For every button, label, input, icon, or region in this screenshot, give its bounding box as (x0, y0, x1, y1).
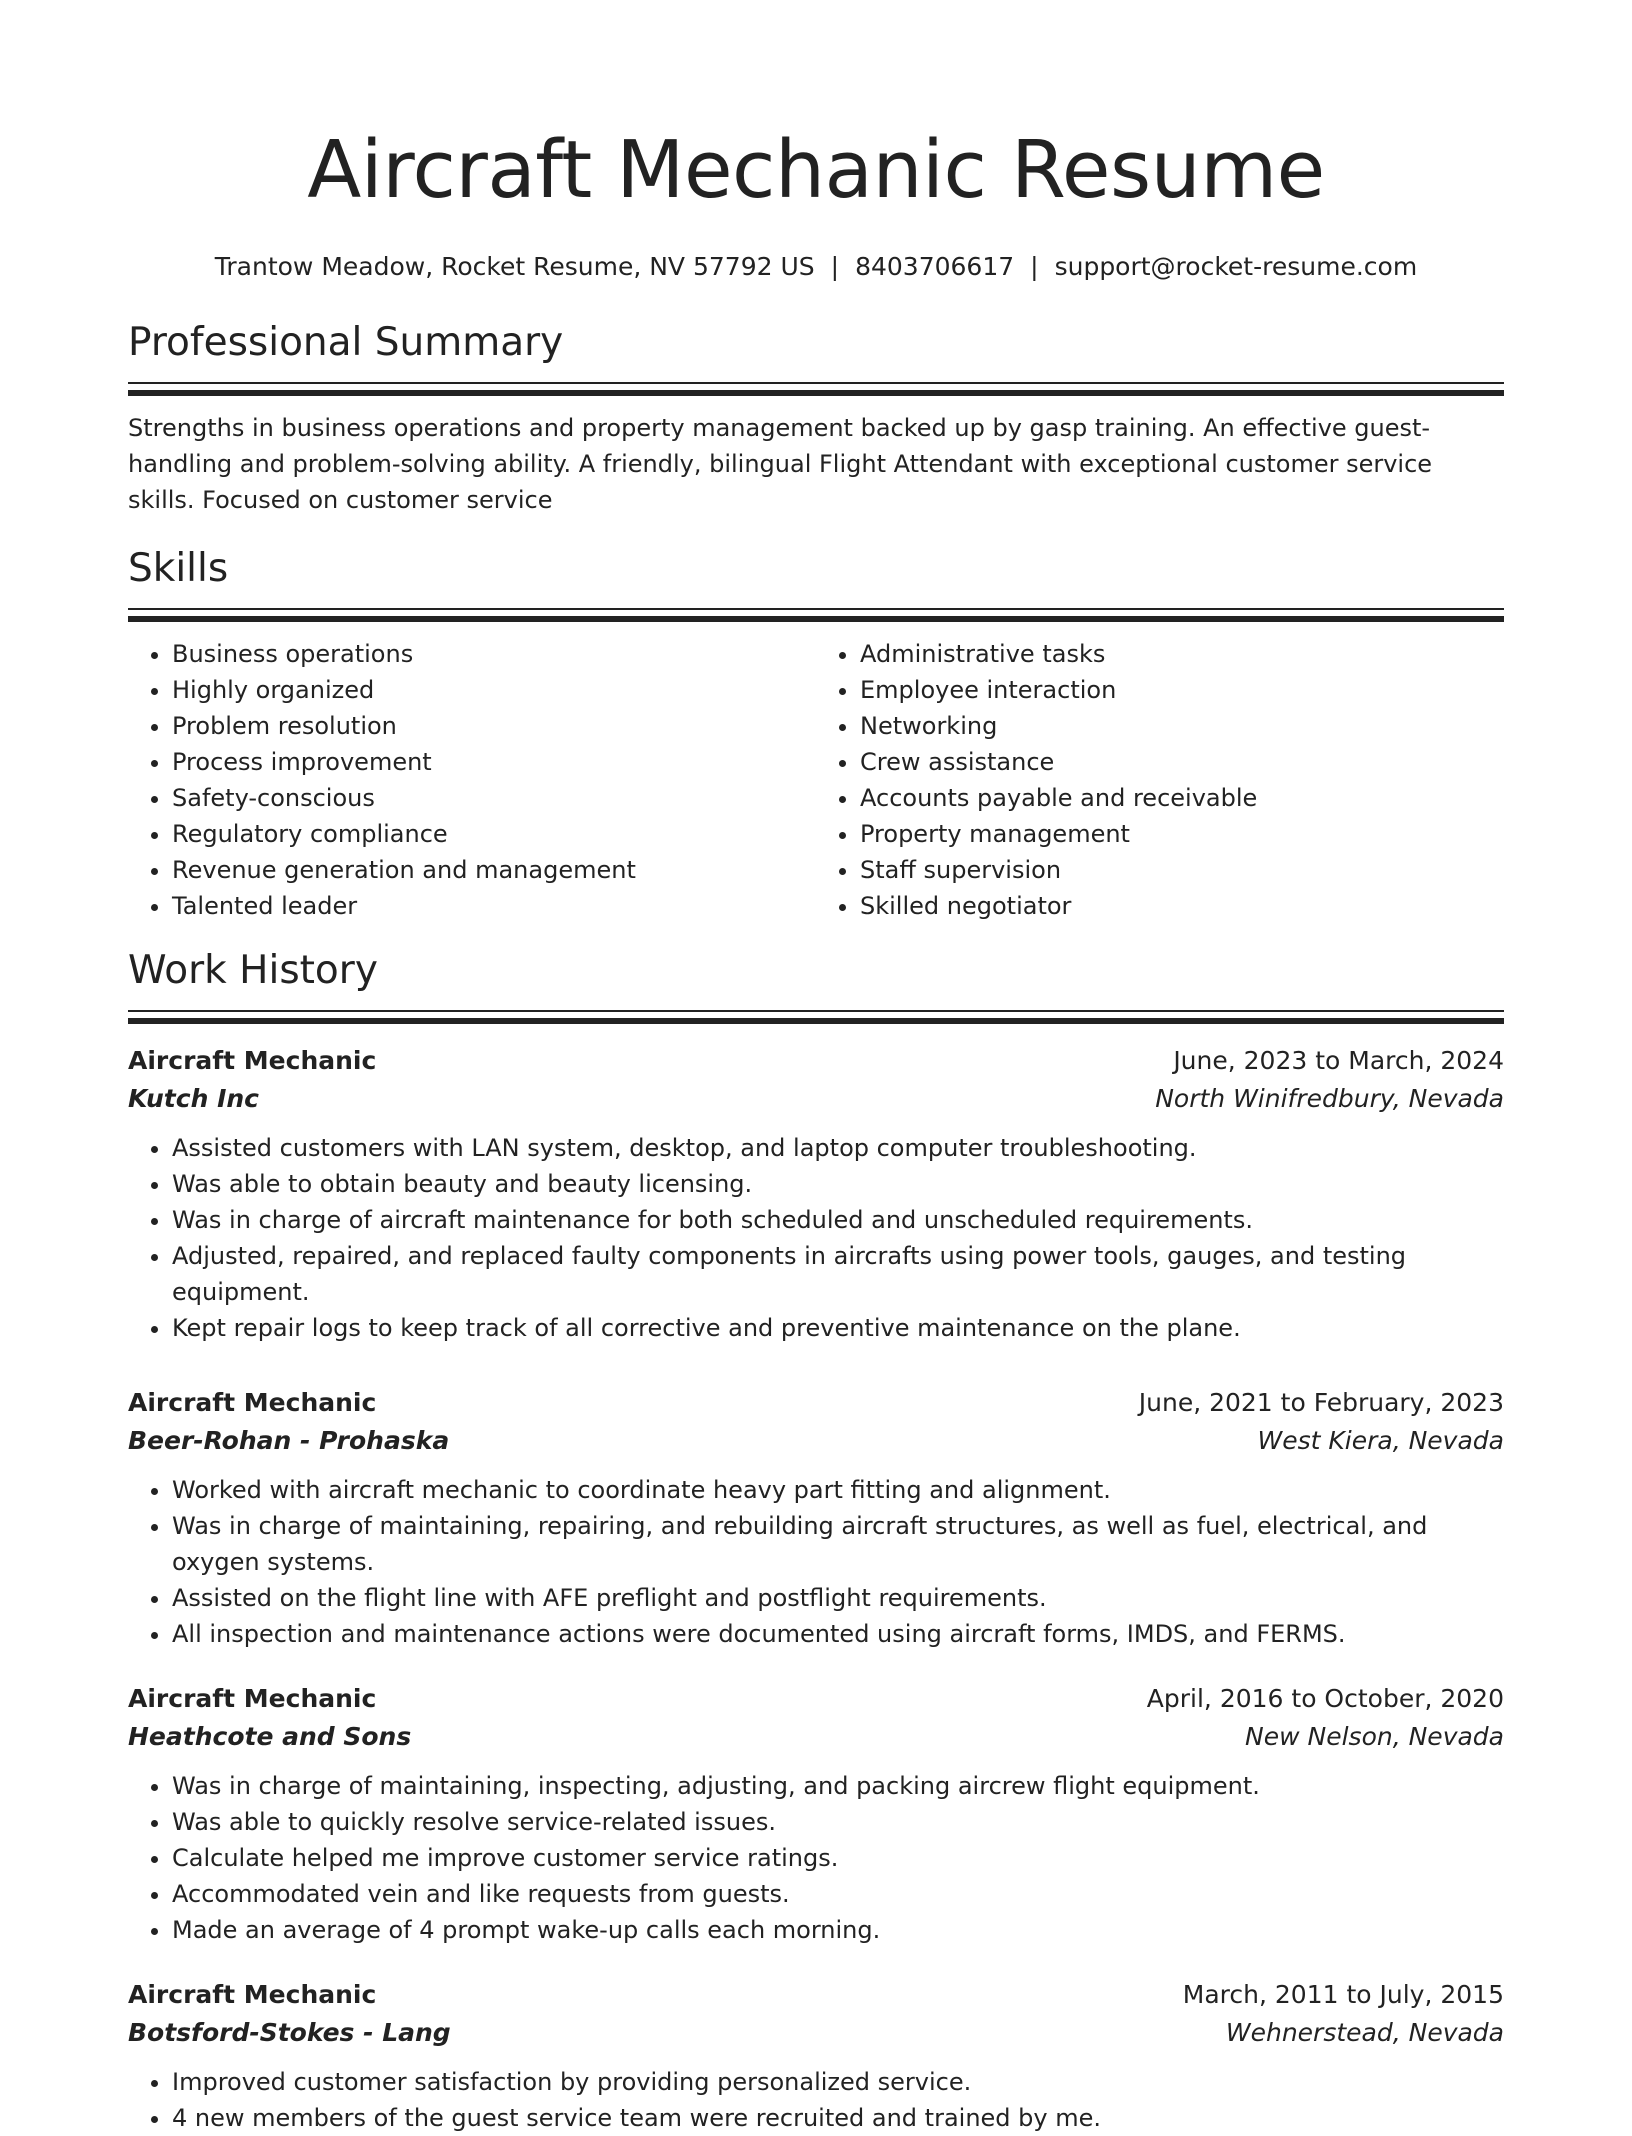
job-location: North Winifredbury, Nevada (1155, 1084, 1504, 1113)
skill-item: • Skilled negotiator (860, 888, 1504, 924)
section-heading-summary: Professional Summary (128, 320, 564, 365)
job-entry (128, 1680, 1504, 1948)
job-duty: • Accommodated vein and like requests from guests. (172, 1876, 1504, 1912)
skill-item: • Property management (860, 816, 1504, 852)
job-company: Heathcote and Sons (128, 1722, 412, 1751)
skill-item: • Highly organized (172, 672, 816, 708)
skill-item: • Problem resolution (172, 708, 816, 744)
job-dates: April, 2016 to October, 2020 (1146, 1684, 1504, 1713)
job-duties (128, 2064, 1504, 2136)
job-duties (128, 1768, 1504, 1948)
job-duty: • Was in charge of maintaining, repairing, and rebuilding aircraft structures, as well as fuel, electrical, and oxygen systems. (172, 1508, 1504, 1580)
skill-item: • Administrative tasks (860, 636, 1504, 672)
contact-separator: | (830, 252, 840, 281)
job-location: New Nelson, Nevada (1245, 1722, 1504, 1751)
job-duty: • All inspection and maintenance actions were documented using aircraft forms, IMDS, and FERMS. (172, 1616, 1504, 1652)
skill-item: • Talented leader (172, 888, 816, 924)
job-entry (128, 1384, 1504, 1652)
section-heading-skills: Skills (128, 546, 229, 591)
skill-item: • Revenue generation and management (172, 852, 816, 888)
skill-item: • Networking (860, 708, 1504, 744)
skill-item: • Regulatory compliance (172, 816, 816, 852)
resume-title: Aircraft Mechanic Resume (307, 124, 1325, 216)
section-divider (128, 608, 1504, 622)
skill-item: • Staff supervision (860, 852, 1504, 888)
job-title: Aircraft Mechanic (128, 1388, 377, 1417)
job-duty: • Kept repair logs to keep track of all corrective and preventive maintenance on the plane. (172, 1310, 1504, 1346)
job-duty: • Was able to quickly resolve service-related issues. (172, 1804, 1504, 1840)
summary-text: Strengths in business operations and property management backed up by gasp training. An effective guest-handling and problem-solving ability. A friendly, bilingual Flight Attendant with exceptional customer service skills. Focused on customer service (128, 414, 1433, 514)
contact-phone: 8403706617 (855, 252, 1015, 281)
skills-column-right (816, 636, 1504, 924)
skill-item: • Accounts payable and receivable (860, 780, 1504, 816)
skill-item: • Process improvement (172, 744, 816, 780)
skills-list (128, 636, 1504, 924)
job-duty: • Was in charge of aircraft maintenance for both scheduled and unscheduled requirements. (172, 1202, 1504, 1238)
job-title: Aircraft Mechanic (128, 1980, 377, 2009)
job-title: Aircraft Mechanic (128, 1046, 377, 1075)
job-duty: • Calculate helped me improve customer service ratings. (172, 1840, 1504, 1876)
job-entry (128, 1042, 1504, 1346)
job-company: Botsford-Stokes - Lang (128, 2018, 451, 2047)
job-company: Kutch Inc (128, 1084, 259, 1113)
job-duty: • Was in charge of maintaining, inspecting, adjusting, and packing aircrew flight equipment. (172, 1768, 1504, 1804)
skill-item: • Safety-conscious (172, 780, 816, 816)
job-dates: June, 2023 to March, 2024 (1173, 1046, 1504, 1075)
job-location: West Kiera, Nevada (1257, 1426, 1504, 1455)
job-title: Aircraft Mechanic (128, 1684, 377, 1713)
job-duty: • Assisted customers with LAN system, desktop, and laptop computer troubleshooting. (172, 1130, 1504, 1166)
job-dates: March, 2011 to July, 2015 (1182, 1980, 1504, 2009)
job-duty: • Improved customer satisfaction by providing personalized service. (172, 2064, 1504, 2100)
skills-column-left (128, 636, 816, 924)
job-duty: • 4 new members of the guest service team were recruited and trained by me. (172, 2100, 1504, 2136)
contact-email: support@rocket-resume.com (1054, 252, 1418, 281)
job-location: Wehnerstead, Nevada (1225, 2018, 1504, 2047)
job-duty: • Assisted on the flight line with AFE preflight and postflight requirements. (172, 1580, 1504, 1616)
job-duty: • Worked with aircraft mechanic to coordinate heavy part fitting and alignment. (172, 1472, 1504, 1508)
section-divider (128, 382, 1504, 396)
job-duty: • Adjusted, repaired, and replaced faulty components in aircrafts using power tools, gauges, and testing equipment. (172, 1238, 1504, 1310)
contact-address: Trantow Meadow, Rocket Resume, NV 57792 US (214, 252, 815, 281)
job-duty: • Made an average of 4 prompt wake-up calls each morning. (172, 1912, 1504, 1948)
contact-line (128, 250, 1504, 284)
job-entry (128, 1976, 1504, 2136)
job-duties (128, 1130, 1504, 1346)
skill-item: • Employee interaction (860, 672, 1504, 708)
job-duty: • Was able to obtain beauty and beauty licensing. (172, 1166, 1504, 1202)
contact-separator: | (1030, 252, 1039, 281)
section-heading-work-history: Work History (128, 948, 378, 993)
job-company: Beer-Rohan - Prohaska (128, 1426, 450, 1455)
job-duties (128, 1472, 1504, 1652)
skill-item: • Business operations (172, 636, 816, 672)
skill-item: • Crew assistance (860, 744, 1504, 780)
section-divider (128, 1010, 1504, 1024)
job-dates: June, 2021 to February, 2023 (1138, 1388, 1504, 1417)
